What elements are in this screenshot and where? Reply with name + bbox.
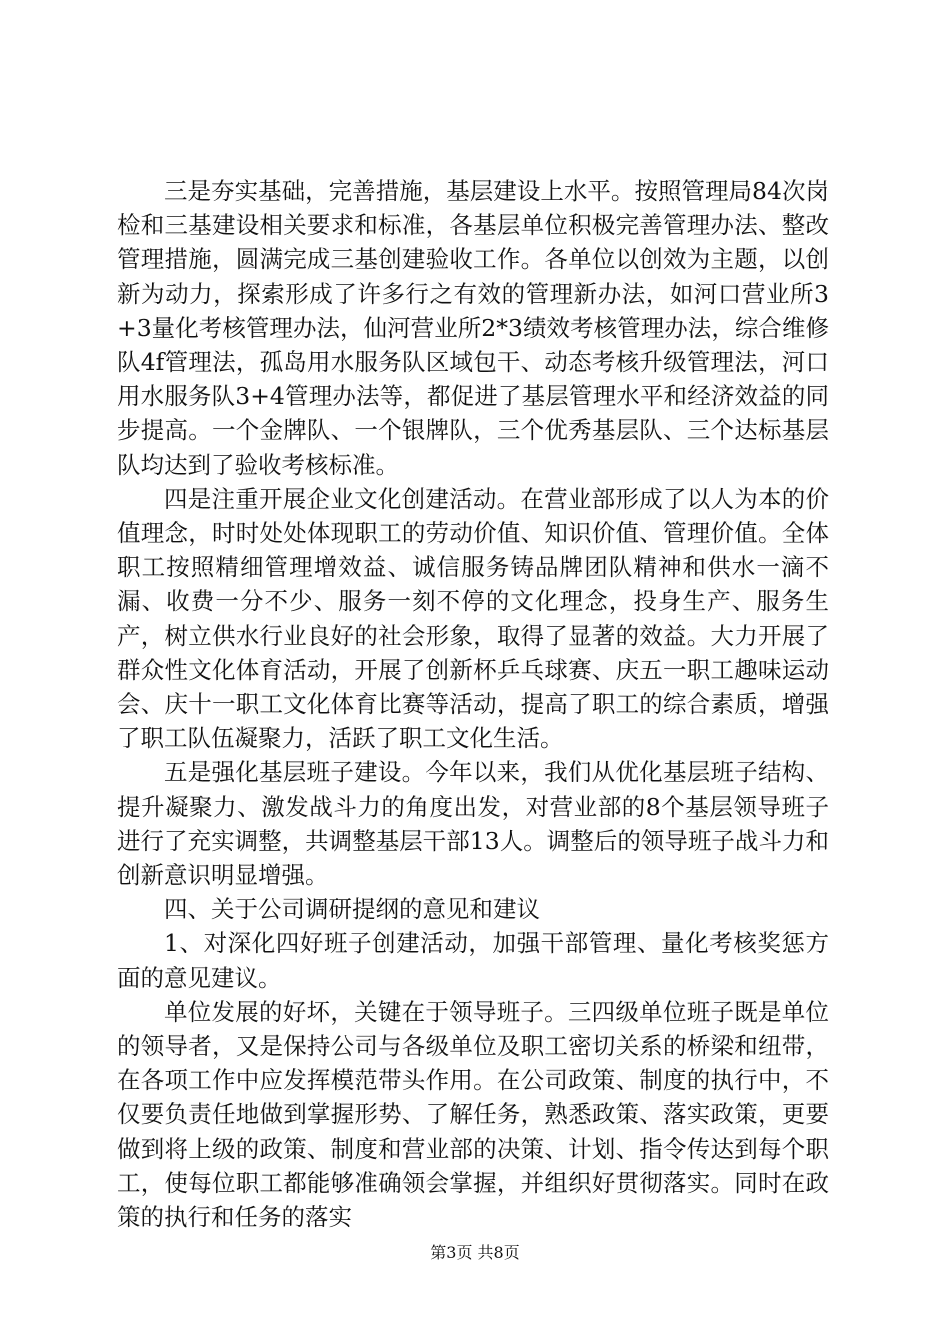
paragraph-basic-construction: 三是夯实基础，完善措施，基层建设上水平。按照管理局84次岗检和三基建设相关要求和标准，各基层单位积极完善管理办法、整改管理措施，圆满完成三基创建验收工作。各单位以创效为主题，以创新为动力，探索形成了许多行之有效的管理新办法，如河口营业所3+3量化考核管理办法，仙河营业所2*3绩效考核管理办法，综合维修队4f管理法，孤岛用水服务队区域包干、动态考核升级管理法，河口用水服务队3+4管理办法等，都促进了基层管理水平和经济效益的同步提高。一个金牌队、一个银牌队，三个优秀基层队、三个达标基层队均达到了验收考核标准。: [117, 177, 829, 479]
paragraph-team-building: 五是强化基层班子建设。今年以来，我们从优化基层班子结构、提升凝聚力、激发战斗力的角度出发，对营业部的8个基层领导班子进行了充实调整，共调整基层干部13人。调整后的领导班子战斗力和创新意识明显增强。: [117, 758, 829, 890]
page-footer: 第3页 共8页: [430, 1243, 520, 1262]
paragraph-leadership: 单位发展的好坏，关键在于领导班子。三四级单位班子既是单位的领导者，又是保持公司与各级单位及职工密切关系的桥梁和纽带，在各项工作中应发挥模范带头作用。在公司政策、制度的执行中，不仅要负责任地做到掌握形势、了解任务，熟悉政策、落实政策，更要做到将上级的政策、制度和营业部的决策、计划、指令传达到每个职工，使每位职工都能够准确领会掌握，并组织好贯彻落实。同时在政策的执行和任务的落实: [117, 997, 829, 1232]
section-heading-suggestions: 四、关于公司调研提纲的意见和建议: [164, 895, 540, 924]
paragraph-corporate-culture: 四是注重开展企业文化创建活动。在营业部形成了以人为本的价值理念，时时处处体现职工的劳动价值、知识价值、管理价值。全体职工按照精细管理增效益、诚信服务铸品牌团队精神和供水一滴不漏、收费一分不少、服务一刻不停的文化理念，投身生产、服务生产，树立供水行业良好的社会形象，取得了显著的效益。大力开展了群众性文化体育活动，开展了创新杯乒乓球赛、庆五一职工趣味运动会、庆十一职工文化体育比赛等活动，提高了职工的综合素质，增强了职工队伍凝聚力，活跃了职工文化生活。: [117, 484, 829, 753]
list-item-suggestion-1: 1、对深化四好班子创建活动，加强干部管理、量化考核奖惩方面的意见建议。: [117, 929, 829, 992]
document-body: [117, 174, 829, 1234]
